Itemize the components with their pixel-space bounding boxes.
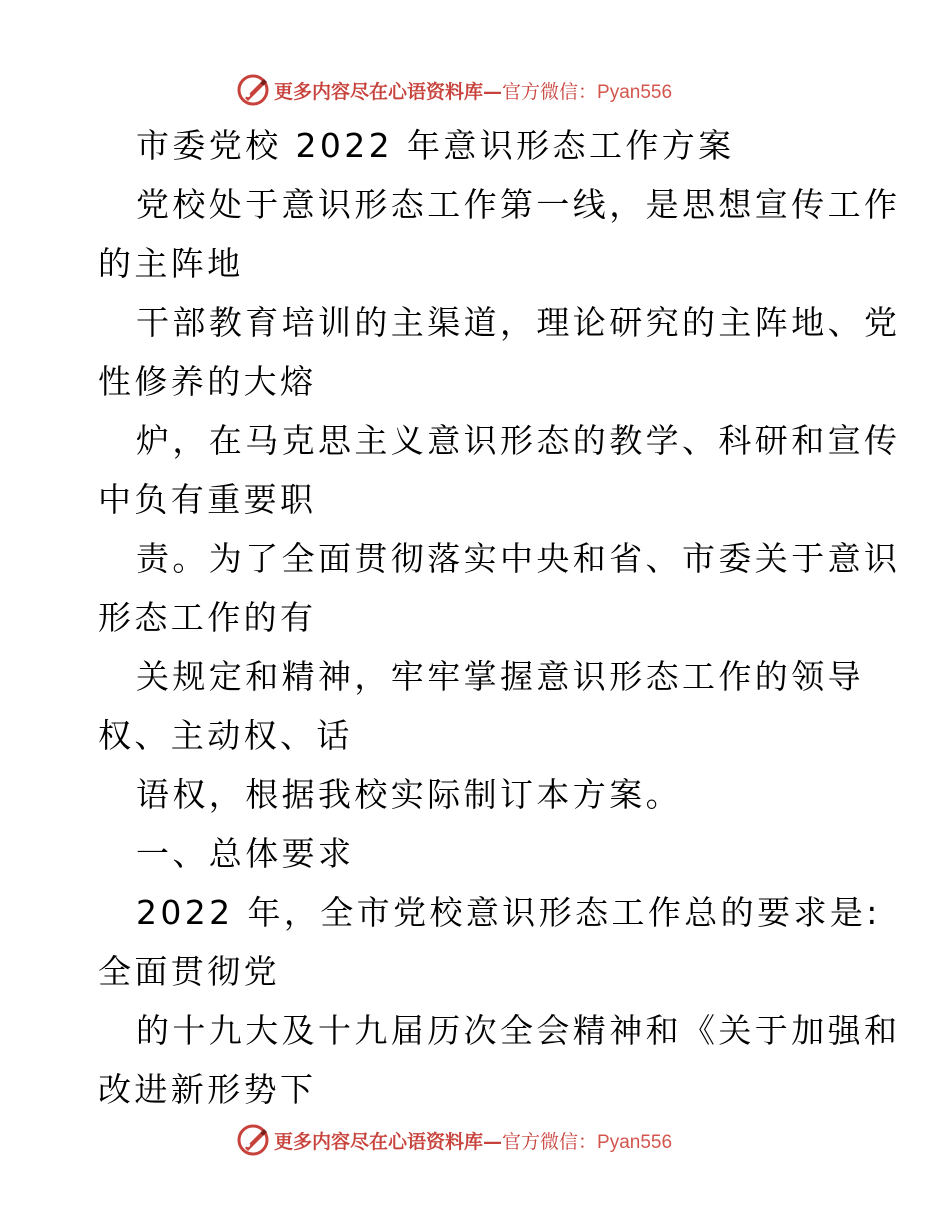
text-line: 性修养的大熔: [98, 362, 317, 401]
watermark-site: 更多内容尽在心语资料库: [274, 1130, 484, 1153]
watermark-text: [274, 1127, 672, 1154]
watermark-wechat-id: Pyan556: [597, 81, 673, 103]
text-line: 全面贯彻党: [98, 952, 280, 991]
document-title: 市委党校 2022 年意识形态工作方案: [136, 126, 735, 165]
watermark-wechat-id: Pyan556: [597, 1131, 673, 1153]
text-line: 的主阵地: [98, 244, 244, 283]
text-line: 改进新形势下: [98, 1070, 317, 1109]
section-heading: 一、总体要求: [136, 834, 355, 873]
watermark-text: [274, 77, 672, 104]
text-line: 形态工作的有: [98, 598, 317, 637]
text-line: 党校处于意识形态工作第一线，是思想宣传工作: [136, 185, 901, 224]
watermark-wechat-label: 官方微信：: [502, 1130, 598, 1153]
footer-watermark: [236, 1120, 672, 1160]
text-line: 语权，根据我校实际制订本方案。: [136, 775, 682, 814]
text-line: 权、主动权、话: [98, 716, 353, 755]
text-line: 关规定和精神，牢牢掌握意识形态工作的领导: [136, 657, 864, 696]
text-line: 的十九大及十九届历次全会精神和《关于加强和: [136, 1011, 901, 1050]
pen-seal-logo-icon: [236, 73, 270, 107]
watermark-dash: —: [483, 80, 503, 103]
header-watermark: [236, 70, 672, 110]
text-line: 2022 年，全市党校意识形态工作总的要求是:: [136, 893, 881, 932]
watermark-wechat-label: 官方微信：: [502, 80, 598, 103]
text-line: 干部教育培训的主渠道，理论研究的主阵地、党: [136, 303, 901, 342]
text-line: 中负有重要职: [98, 480, 317, 519]
watermark-dash: —: [483, 1130, 503, 1153]
watermark-site: 更多内容尽在心语资料库: [274, 80, 484, 103]
text-line: 责。为了全面贯彻落实中央和省、市委关于意识: [136, 539, 901, 578]
text-line: 炉，在马克思主义意识形态的教学、科研和宣传: [136, 421, 901, 460]
pen-seal-logo-icon: [236, 1123, 270, 1157]
